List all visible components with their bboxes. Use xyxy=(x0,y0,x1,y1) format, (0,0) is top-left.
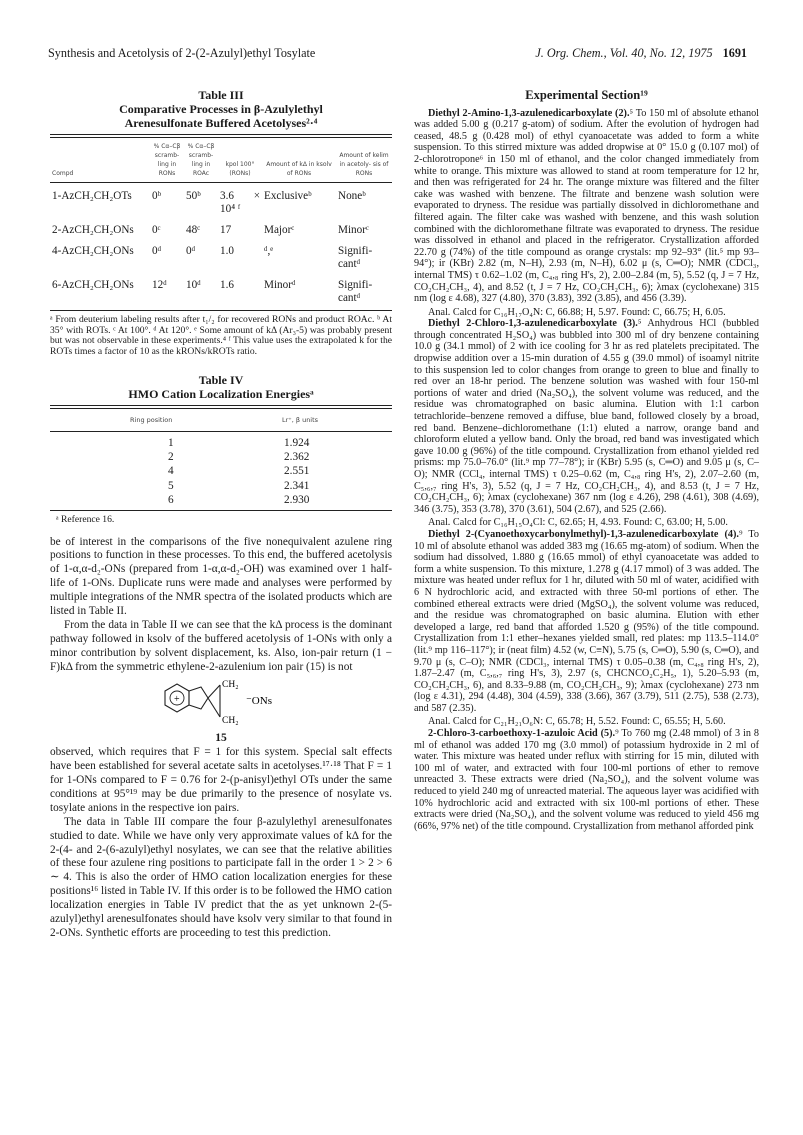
experimental-entry xyxy=(414,529,759,715)
table-cell: 10ᵈ xyxy=(186,279,201,291)
table-row xyxy=(50,450,392,464)
table-cell: 0ᶜ xyxy=(152,224,161,236)
table-row xyxy=(50,221,392,242)
table-cell: 50ᵇ xyxy=(186,190,201,202)
table-iii-title xyxy=(50,88,392,130)
table-cell: Noneᵇ xyxy=(338,190,366,202)
elemental-analysis: Anal. Calcd for C₁₆H₁₇O₄N: C, 66.88; H, 5.97. Found: C, 66.75; H, 6.05. xyxy=(428,306,726,318)
table-cell: Minorᶜ xyxy=(338,224,369,236)
right-column xyxy=(414,88,759,832)
table-iii-header-row xyxy=(50,138,392,183)
running-title: Synthesis and Acetolysis of 2-(2-Azulyl)ethyl Tosylate xyxy=(48,46,316,60)
table-iv-bottom-rule xyxy=(50,510,392,511)
azulenium-ion-drawing xyxy=(50,677,392,733)
table-row xyxy=(50,436,392,450)
table-iii xyxy=(50,88,392,357)
table-iii-caption-1: Comparative Processes in β-Azulylethyl xyxy=(119,102,323,116)
compound-number-15: 15 xyxy=(215,731,227,744)
table-cell: Exclusiveᵇ xyxy=(264,190,312,202)
table-iii-label: Table III xyxy=(198,88,244,102)
elemental-analysis: Anal. Calcd for C₂₁H₂₁O₆N: C, 65.78; H, 5.52. Found: C, 65.55; H, 5.60. xyxy=(428,716,726,728)
experimental-entry xyxy=(414,318,759,515)
entry-title: 2-Chloro-3-carboethoxy-1-azuloic Acid (5). xyxy=(428,728,616,740)
table-cell: Signifi- cantᵈ xyxy=(338,245,373,270)
table-cell: 2.341 xyxy=(284,479,310,492)
table-cell: 2.551 xyxy=(284,465,310,478)
page-number: 1691 xyxy=(722,46,747,60)
experimental-section-heading: Experimental Section¹⁹ xyxy=(525,88,648,102)
entry-body: ⁹ To 10 ml of absolute ethanol was added 383 mg (16.65 mg-atom) of sodium. When the sodium had dissolved, 1.880 g (16.65 mmol) of ethyl cyanoacetate was added to form a white suspension. To this mixture, 1.278 g (4.17 mmol) of 3 was added. The mixture was heated under reflux for 1 hr, diluted with 50 ml of water, acidified with 6 N hydrochloric acid, and extracted with three 50-ml portions of ether. The combined ethereal extracts were dried (MgSO₄), the solvent volume was reduced, and the residue was chromatographed on basic alumina. Elution with ether developed a large, red band that afforded 1.520 g (95%) of the title compound. Crystallization from 1:1 ether–hexanes yielded small, red plates: mp 113.5–114.0° (lit.⁹ mp 116–117°); ir (neat film) 4.52 (w, C≡N), 5.75 (s, C═O), 5.90 (s, C═O), and 9.70 μ (s, C–O); NMR (CDCl₃, internal TMS) τ 0.05–0.38 (m, C₄,₈ ring H's, 2), 1.87–2.47 (m, C₅,₆,₇ ring H's, 3), 2.97 (s, CHCNCO₂C₂H₅, 1), 5.20–5.93 (m, CO₂CH₂CH₃, 6), and 8.33–9.88 (m, CO₂CH₂CH₃, 9); λmax (cyclohexane) 273 nm (log ε 4.31), 294 (4.48), 304 (4.59), 338 (3.66), 367 (3.79), 511 (2.75), 538 (2.73), and 587 (2.35). xyxy=(414,528,759,714)
entry-body: ⁵ To 150 ml of absolute ethanol was added 5.00 g (0.217 g-atom) of sodium. After the evolution of hydrogen had ceased, 48.5 g (0.428 mol) of ethyl cyanoacetate was added to form a white suspension. To this stirred mixture was added dropwise at 0° 15.0 g (0.107 mol) of 2-chlorotropone⁶ in 150 ml of ethanol, and the color changed immediately from white to orange. This mixture was allowed to stand at room temperature for 12 hr, and then was refrigerated for 24 hr. The orange mixture was filtered and the filter cake was washed with benzene. The filtrate and benzene wash solution were evaporated to dryness. The residue was partially dissolved in dichloromethane and filtered again. The filter cake was washed with benzene, and this wash solution combined with the dichloromethane filtrate was evaporated to dryness. The residue was dissolved in ethanol and placed in the refrigerator. Crystallization afforded 22.70 g (74%) of the title compound as orange crystals: mp 92–93° (lit.⁵ mp 93–94°); ir (KBr) 2.82 (m, N–H), 2.93 (m, N–H), 6.02 μ (s, C═O); NMR (CDCl₃, internal TMS) τ 0.62–1.02 (m, C₄,₈ ring H's, 2), 2.00–2.84 (m, 5), 5.52 (q, J = 7 Hz, CO₂CH₂CH₃, 4), and 8.52 (t, J = 7 Hz, CO₂CH₂CH₃, 6); λmax (cyclohexane) 315 nm (log ε 4.68), 327 (4.80), 370 (3.83), 392 (3.85), and 456 (3.39). xyxy=(414,107,760,305)
table-cell: 4 xyxy=(168,465,174,478)
bond-line xyxy=(208,698,220,717)
table-cell: Signifi- cantᵈ xyxy=(338,279,373,304)
table-cell: 2.362 xyxy=(284,451,310,464)
table-cell: 6 xyxy=(168,493,174,506)
table-iii-header-cell: Amount of kelim in acetoly- sis of RONs xyxy=(339,152,389,177)
table-iii-header-cell: kpol 100° (RONs) xyxy=(225,161,255,177)
table-cell: 6-AzCH₂CH₂ONs xyxy=(52,279,134,291)
table-iii-footnote: ᵃ From deuterium labeling results after t₁/₂ for recovered RONs and product ROAc. ᵇ At 35° with ROTs. ᶜ At 100°. ᵈ At 120°. ᵉ Some amount of kΔ (Ar₃-5) was probably present but was not observable in these experiments.⁴ ᶠ This value uses the extrapolated k for the ROTs times a factor of 10 as the kRONs/kROTs ratio. xyxy=(50,314,392,357)
table-cell: 2.930 xyxy=(284,493,310,506)
entry-body: ⁹ To 760 mg (2.48 mmol) of 3 in 8 ml of ethanol was added 170 mg (3.0 mmol) of potassium hydroxide in 2 ml of water. This mixture was heated under reflux with stirring for 15 min, diluted with 100 ml of water, and extracted with four 100-ml portions of ether to remove unreacted 3. These extracts were dried (Na₂SO₄), and the solvent volume was reduced to yield 240 mg of unreacted material. The aqueous layer was acidified with 10% hydrochloric acid and extracted with six 100-ml portions of ether. These extracts were dried (Na₂SO₄), and the solvent volume was reduced to yield 456 mg (66%, 97% net) of the title compound. Crystallization from methanol afforded pink xyxy=(414,728,759,832)
table-iv-header-cell: Ring position xyxy=(130,416,173,425)
table-cell: 3.6 × 10⁴ ᶠ xyxy=(220,190,260,215)
table-row xyxy=(50,464,392,478)
ion-pair-structure-15 xyxy=(50,677,392,733)
table-iii-header-cell: % Cα–Cβ scramb- ling in ROAc xyxy=(187,143,215,177)
table-cell: 0ᵈ xyxy=(186,245,196,257)
entry-body: ⁵ Anhydrous HCl (bubbled through concentrated H₂SO₄) was bubbled into 300 ml of dry benzene containing 10.0 g (34.1 mmol) of 2 with ice cooling for 3 hr as red platelets precipitated. The dropwise addition over a 15-min duration of 4.55 g (39.0 mmol) of isoamyl nitrite to this suspension led to color changes from orange to green to blue and finally to red over an 18-hr period. The benzene solution was washed with four 150-ml portions of water and dried (Na₂SO₄), the solvent volume was reduced, and the residue was chromatographed on basic alumina. Elution with 1:1 carbon tetrachloride–benzene removed a diffuse, blue band, followed closely by a broad, red band. Benzene–dichloromethane (1:1) eluted a narrow, orange band and chloroform eluted a yellow band. Only the broad, red band was investigated which gave 10.00 g (96%) of the title compound. Crystallization from ethanol yielded red prisms: mp 75.0–76.0° (lit.⁹ mp 77–78°); ir (KBr) 5.95 (s, C═O) and 9.05 μ (s, C–O); NMR (CCl₄, internal TMS) τ 0.25–0.62 (m, C₄,₈ ring H's, 2), 2.07–2.60 (m, C₅,₆,₇ ring H's, 3), 5.52 (q, J = 7 Hz, CO₂CH₂CH₃, 4), and 8.53 (t, J = 7 Hz, CO₂CH₂CH₃, 6); λmax (cyclohexane) 367 nm (log ε 4.26), 298 (4.61), 308 (4.69), 346 (3.75), 353 (3.78), 370 (3.61), 504 (2.67), and 525 (2.66). xyxy=(414,318,759,515)
table-cell: 1 xyxy=(168,436,174,449)
table-iv-footnote: ᵃ Reference 16. xyxy=(56,513,115,525)
entry-title: Diethyl 2-Chloro-1,3-azulenedicarboxylate (3). xyxy=(428,318,638,330)
nosylate-anion-label: ⁻ONs xyxy=(246,694,272,707)
table-cell: 2-AzCH₂CH₂ONs xyxy=(52,224,134,236)
table-iv-top-rule xyxy=(50,405,392,406)
table-cell: 0ᵈ xyxy=(152,245,162,257)
table-iii-header-cell: Amount of kΔ in ksolv of RONs xyxy=(266,161,332,177)
journal-citation xyxy=(535,46,747,61)
table-cell: 1-AzCH₂CH₂OTs xyxy=(52,190,132,202)
table-cell: 1.924 xyxy=(284,436,310,449)
table-cell: 48ᶜ xyxy=(186,224,201,236)
table-cell: 4-AzCH₂CH₂ONs xyxy=(52,245,134,257)
table-cell: ᵈ,ᵉ xyxy=(264,245,274,257)
elemental-analysis: Anal. Calcd for C₁₆H₁₅O₄Cl: C, 62.65; H, 4.93. Found: C, 63.00; H, 5.00. xyxy=(428,517,728,529)
table-cell: 1.6 xyxy=(220,279,234,291)
experimental-entry xyxy=(414,108,759,305)
table-cell: 2 xyxy=(168,451,174,464)
table-iv-caption: HMO Cation Localization Energiesᵃ xyxy=(128,387,314,402)
table-row xyxy=(50,493,392,507)
table-row xyxy=(50,187,392,221)
body-paragraph: From the data in Table II we can see that the kΔ process is the dominant pathway followed in ksolv of the buffered acetolysis of 1-ONs with only a minor contribution by solvent displacement, ks. Also, ion-pair return (1 − F)kΔ from the symmetric ethylene-2-azulenium ion pair (15) is not xyxy=(50,619,392,673)
entry-title: Diethyl 2-(Cyanoethoxycarbonylmethyl)-1,3-azulenedicarboxylate (4). xyxy=(428,528,739,540)
body-paragraph: be of interest in the comparisons of the five nonequivalent azulene ring positions to function in these processes. To this end, the buffered acetolysis of 1-α,α-d₂-ONs (prepared from 1-α,α-d₂-OH) was examined over 1 half-life of 1-ONs. Duplicate runs were made and analyses were performed by multiple integrations of the NMR spectra of the isolated products which are listed in Table II. xyxy=(50,535,392,618)
table-iii-top-rule xyxy=(50,134,392,135)
ch2-top-label: CH₂ xyxy=(222,679,239,690)
entry-title: Diethyl 2-Amino-1,3-azulenedicarboxylate (2). xyxy=(428,107,630,119)
table-iii-header-cell: % Cα–Cβ scramb- ling in RONs xyxy=(153,143,181,177)
experimental-entry xyxy=(414,728,759,832)
table-cell: 12ᵈ xyxy=(152,279,167,291)
table-iii-grid xyxy=(50,138,392,310)
table-cell: Minorᵈ xyxy=(264,279,296,291)
bond-line xyxy=(208,685,220,698)
left-column xyxy=(50,88,392,941)
table-cell: 5 xyxy=(168,479,174,492)
table-cell: Majorᶜ xyxy=(264,224,295,236)
body-paragraph: observed, which requires that F = 1 for this system. Special salt effects have been established for several acetate salts in acetolyses.¹⁷·¹⁸ That F = 1 for 1-ONs compared to F = 0.76 for 2-(p-anisyl)ethyl OTs under the same conditions at 95°¹⁹ may be due primarily to the presence of nosylate vs. tosylate anions in the respective ion pairs. xyxy=(50,746,392,814)
table-iii-bottom-rule xyxy=(50,310,392,311)
table-iv-title xyxy=(50,373,392,401)
table-iv-header-row xyxy=(50,409,392,431)
table-iv-grid xyxy=(50,409,392,507)
table-row xyxy=(50,276,392,310)
table-iii-caption-2: Arenesulfonate Buffered Acetolyses²·⁴ xyxy=(124,116,318,130)
table-iv xyxy=(50,373,392,525)
running-header xyxy=(0,46,803,66)
table-cell: 17 xyxy=(220,224,232,236)
table-cell: 1.0 xyxy=(220,245,234,257)
table-cell: 0ᵇ xyxy=(152,190,162,202)
table-row xyxy=(50,479,392,493)
five-ring-part xyxy=(189,687,208,709)
table-row xyxy=(50,242,392,276)
journal-name: J. Org. Chem., Vol. 40, No. 12, 1975 xyxy=(535,46,713,60)
table-iii-header-cell: Compd xyxy=(52,170,74,177)
body-paragraph: The data in Table III compare the four β-azulylethyl arenesulfonates studied to date. While we have only very approximate values of kΔ for the 2-(4- and 2-(6-azulyl)ethyl nosylates, we can see that the relative abilities of these four azulene ring positions to participate fall in the order 1 > 2 > 6 ∼ 4. This is also the order of HMO cation localization energies for these positions¹⁶ listed in Table IV. If this order is to be followed the HMO cation localization energies in Table IV predict that the as yet unknown 2-(5-azulyl)ethyl arenesulfonates should have ksolv very similar to that found in 2-ONs. Synthetic efforts are proceeding to test this prediction. xyxy=(50,815,392,940)
positive-charge: + xyxy=(174,693,180,705)
ch2-bottom-label: CH₂ xyxy=(222,715,239,726)
table-iv-label: Table IV xyxy=(198,373,244,388)
table-iv-header-cell: Lr⁺, β units xyxy=(282,416,319,425)
